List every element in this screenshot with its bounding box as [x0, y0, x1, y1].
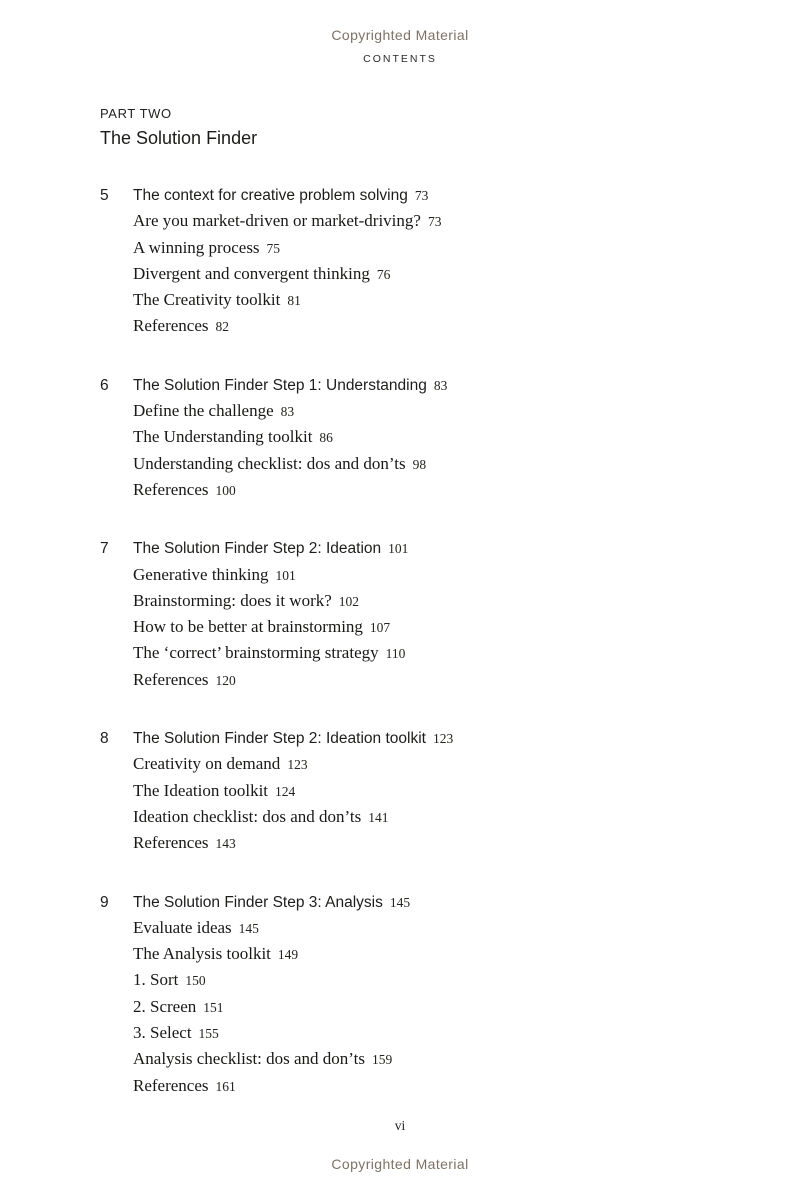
toc-subitem — [100, 424, 730, 450]
subitem-label: The Ideation toolkit — [133, 780, 269, 800]
subitem-page: 83 — [280, 404, 295, 420]
chapter-title: The Solution Finder Step 3: Analysis — [133, 893, 383, 911]
chapter-page: 83 — [433, 377, 448, 393]
toc-subitem — [100, 313, 730, 339]
subitem-page: 102 — [338, 593, 360, 609]
toc-subitem — [100, 261, 730, 287]
copyright-notice-top: Copyrighted Material — [331, 27, 469, 43]
subitem-label: Generative thinking — [133, 564, 269, 584]
toc-subitem — [100, 614, 730, 640]
chapter-title: The context for creative problem solving — [133, 187, 408, 204]
chapter-page: 101 — [388, 541, 409, 557]
subitem-label: References — [133, 669, 209, 689]
part-title: The Solution Finder — [100, 128, 258, 148]
subitem-page: 124 — [275, 783, 296, 799]
subitem-page: 161 — [215, 1078, 236, 1094]
subitem-page: 73 — [427, 214, 442, 230]
toc-chapter — [100, 183, 730, 340]
subitem-page: 155 — [198, 1026, 219, 1042]
chapter-title: The Solution Finder Step 2: Ideation toolkit — [133, 730, 426, 748]
subitem-label: Brainstorming: does it work? — [133, 590, 332, 610]
toc-subitem — [100, 208, 730, 234]
toc-subitem — [100, 588, 730, 614]
subitem-page: 98 — [412, 456, 427, 472]
subitem-label: References — [133, 1075, 209, 1095]
subitem-label: References — [133, 833, 209, 853]
contents-header: CONTENTS — [363, 53, 437, 65]
subitem-label: Evaluate ideas — [133, 917, 232, 937]
toc-chapter-heading — [100, 890, 730, 915]
subitem-label: A winning process — [133, 237, 260, 257]
subitem-page: 159 — [372, 1052, 393, 1068]
subitem-label: Are you market-driven or market-driving? — [133, 211, 421, 231]
subitem-label: 1. Sort — [133, 970, 179, 990]
subitem-label: Divergent and convergent thinking — [133, 263, 370, 283]
toc-chapter — [100, 890, 730, 1099]
subitem-label: Creativity on demand — [133, 754, 281, 774]
subitem-label: The Creativity toolkit — [133, 290, 281, 310]
toc-chapter — [100, 726, 730, 856]
subitem-page: 107 — [369, 620, 391, 636]
subitem-label: How to be better at brainstorming — [133, 617, 363, 637]
toc-subitem — [100, 477, 730, 503]
part-heading — [100, 106, 257, 149]
toc-subitem — [100, 941, 730, 967]
chapter-number: 7 — [100, 540, 109, 558]
toc-chapter — [100, 373, 730, 503]
toc-chapter — [100, 536, 730, 693]
toc-subitem — [100, 562, 730, 588]
subitem-page: 145 — [238, 920, 259, 936]
toc-subitem — [100, 778, 730, 804]
subitem-page: 76 — [376, 266, 391, 282]
toc-chapter-heading — [100, 373, 730, 398]
subitem-page: 101 — [275, 567, 296, 583]
subitem-label: References — [133, 316, 209, 336]
subitem-page: 110 — [385, 646, 406, 662]
subitem-page: 151 — [203, 999, 224, 1015]
subitem-page: 75 — [266, 240, 281, 256]
part-label: PART TWO — [100, 106, 172, 121]
toc-subitem — [100, 830, 730, 856]
toc-subitem — [100, 398, 730, 424]
subitem-page: 81 — [287, 293, 301, 309]
chapter-page: 123 — [432, 731, 454, 747]
toc-subitem — [100, 1046, 730, 1072]
toc-subitem — [100, 667, 730, 693]
subitem-page: 149 — [277, 947, 299, 963]
subitem-label: Analysis checklist: dos and don’ts — [133, 1049, 365, 1069]
toc-subitem — [100, 804, 730, 830]
subitem-label: The ‘correct’ brainstorming strategy — [133, 643, 379, 663]
subitem-label: 3. Select — [133, 1023, 192, 1043]
chapter-page: 145 — [389, 894, 411, 910]
chapter-page: 73 — [414, 188, 429, 203]
subitem-page: 82 — [215, 319, 230, 335]
chapter-number: 9 — [100, 893, 109, 911]
subitem-page: 143 — [215, 836, 236, 852]
toc-subitem — [100, 640, 730, 666]
subitem-label: The Understanding toolkit — [133, 427, 313, 447]
chapter-number: 6 — [100, 376, 109, 394]
toc-subitem — [100, 287, 730, 313]
toc-subitem — [100, 915, 730, 941]
subitem-label: 2. Screen — [133, 996, 197, 1016]
chapter-number: 8 — [100, 730, 109, 748]
toc-chapter-heading — [100, 183, 730, 208]
subitem-label: Understanding checklist: dos and don’ts — [133, 453, 406, 473]
toc-subitem — [100, 967, 730, 993]
page-number: vi — [394, 1118, 406, 1133]
toc-subitem — [100, 1073, 730, 1099]
subitem-label: References — [133, 479, 209, 499]
toc-subitem — [100, 451, 730, 477]
subitem-page: 120 — [215, 672, 236, 688]
subitem-page: 123 — [287, 757, 308, 773]
toc-subitem — [100, 751, 730, 777]
chapter-title: The Solution Finder Step 2: Ideation — [133, 540, 382, 558]
subitem-label: Ideation checklist: dos and don’ts — [133, 806, 362, 826]
toc-subitem — [100, 1020, 730, 1046]
subitem-page: 100 — [215, 482, 236, 498]
subitem-page: 86 — [319, 430, 333, 446]
subitem-page: 150 — [185, 973, 206, 989]
subitem-page: 141 — [368, 809, 389, 825]
table-of-contents — [100, 183, 730, 1099]
chapter-title: The Solution Finder Step 1: Understanding — [133, 376, 427, 394]
chapter-number: 5 — [100, 187, 109, 204]
subitem-label: The Analysis toolkit — [133, 944, 271, 964]
copyright-notice-bottom: Copyrighted Material — [331, 1156, 469, 1172]
toc-chapter-heading — [100, 536, 730, 561]
subitem-label: Define the challenge — [133, 401, 274, 421]
toc-chapter-heading — [100, 726, 730, 751]
toc-subitem — [100, 994, 730, 1020]
toc-subitem — [100, 235, 730, 261]
